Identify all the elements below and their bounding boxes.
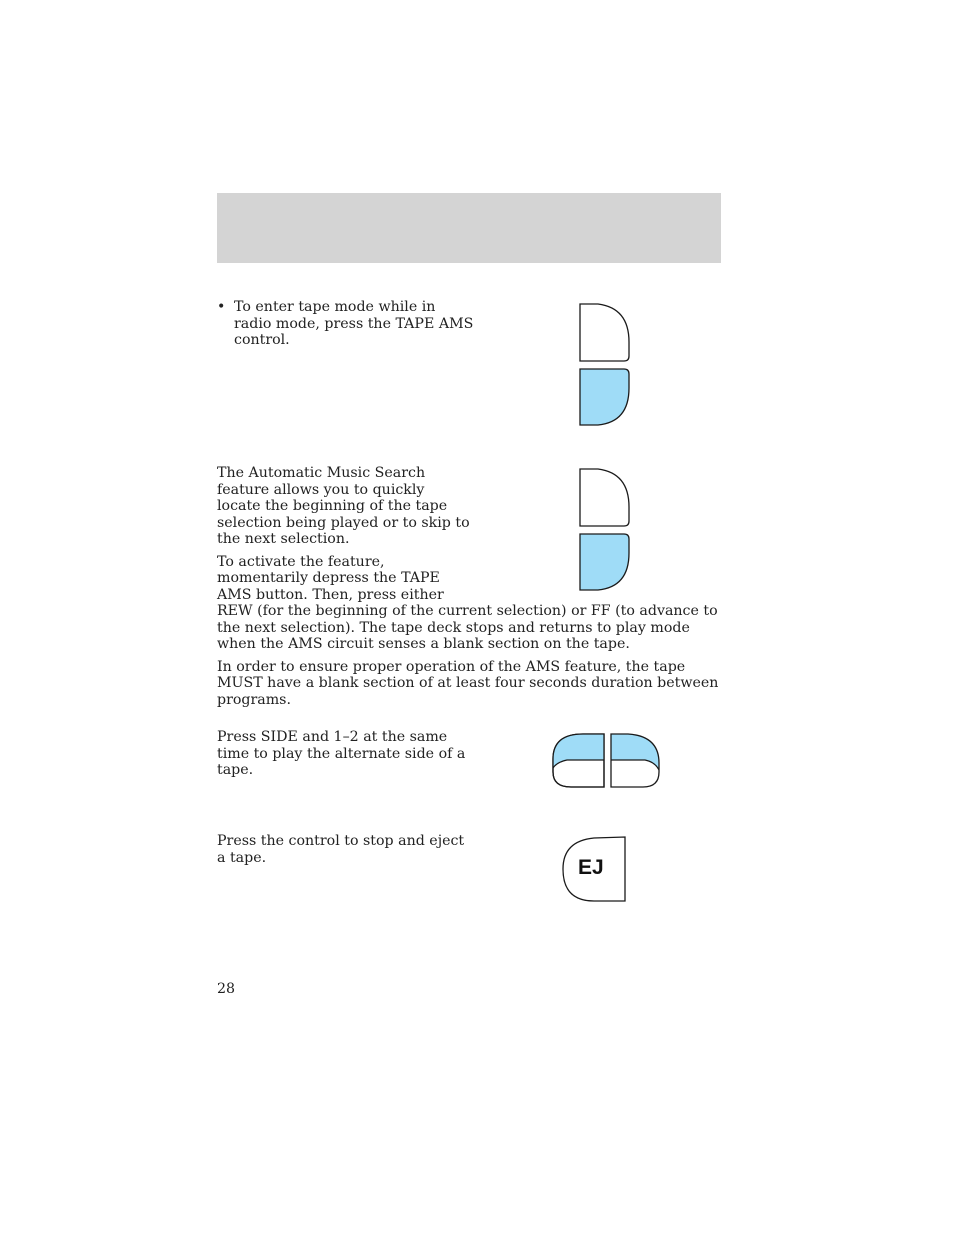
- eject-text: Press the control to stop and eject a tape.: [217, 833, 465, 866]
- ams-paragraph-2: To activate the feature, momentarily depress the TAPE AMS button. Then, press either REW (for the beginning of the current selection) or FF (to advance to the next selection). The tape deck stops and returns to play mode when the AMS circuit senses a blank section on the tape.: [217, 553, 718, 652]
- ams-description: [217, 465, 722, 714]
- bullet-marker: •: [217, 299, 226, 315]
- side-text: Press SIDE and 1–2 at the same time to play the alternate side of a tape.: [217, 729, 466, 778]
- ams-paragraph-3: In order to ensure proper operation of the AMS feature, the tape MUST have a blank section of at least four seconds duration between programs.: [217, 658, 719, 708]
- tape-mode-text: To enter tape mode while in radio mode, press the TAPE AMS control.: [234, 299, 474, 348]
- tape-mode-bullet: [217, 299, 477, 349]
- tape-ams-rocker-icon: [578, 467, 632, 596]
- ams-paragraph-1: The Automatic Music Search feature allows you to quickly locate the beginning of the tape selection being played or to skip to the next selection.: [217, 465, 470, 547]
- tape-ams-rocker-icon: [578, 302, 632, 431]
- section-header-bar: [217, 193, 721, 263]
- eject-button-icon: [560, 835, 628, 904]
- eject-button-label: EJ: [578, 856, 604, 879]
- side-1-2-buttons-icon: [551, 732, 662, 794]
- page-number: 28: [217, 981, 236, 997]
